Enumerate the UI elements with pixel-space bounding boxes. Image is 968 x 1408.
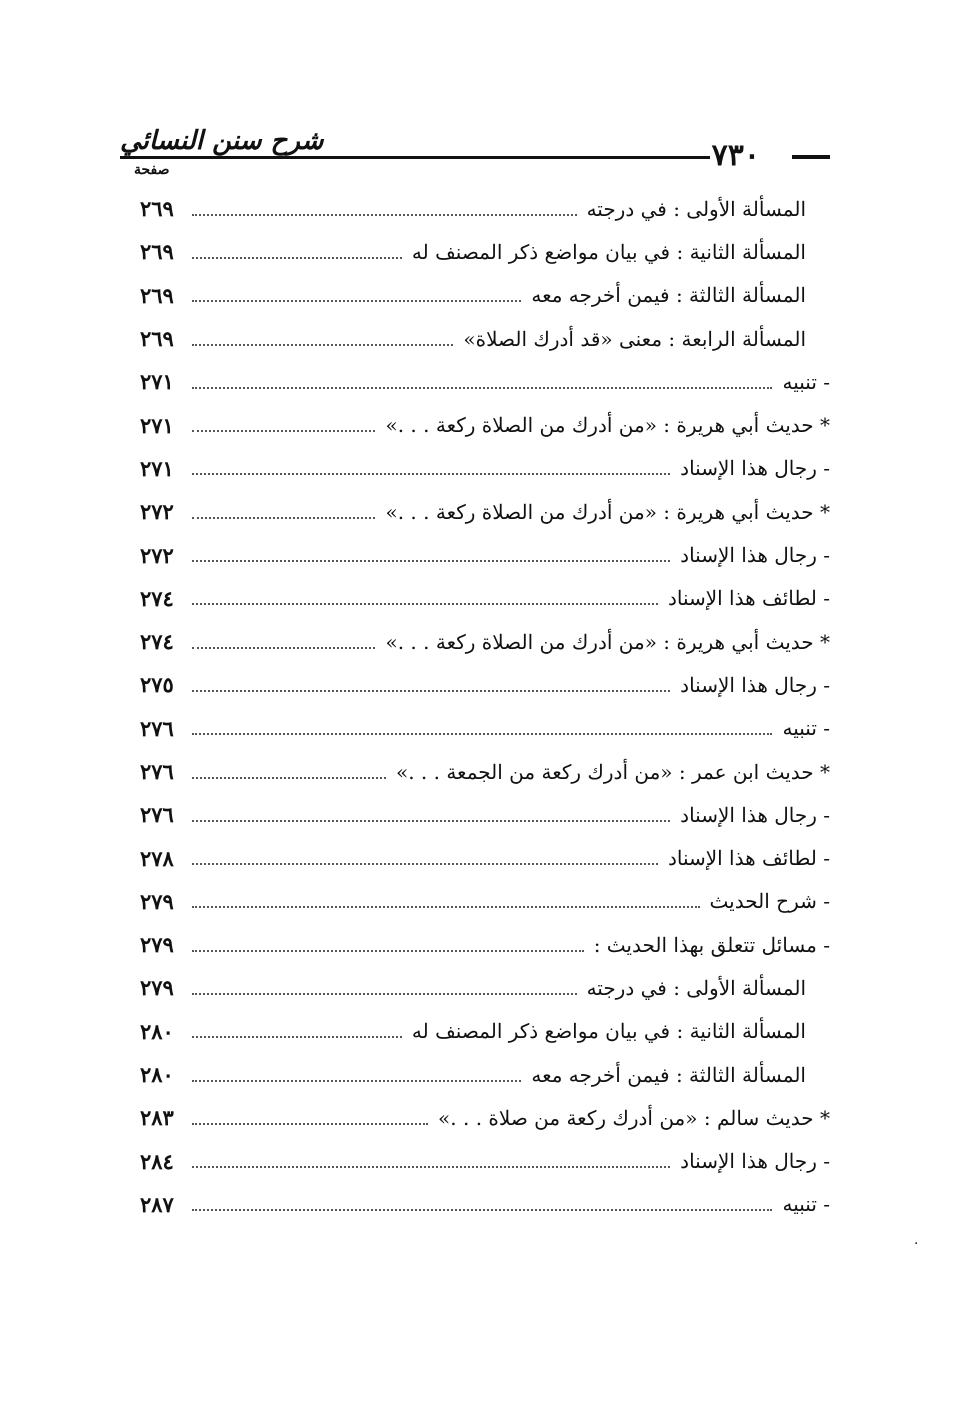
toc-entry-title: - رجال هذا الإسناد: [680, 1149, 830, 1174]
toc-entry-title: المسألة الثانية : في بيان مواضع ذكر المصنف له: [411, 239, 806, 264]
toc-entry: [140, 966, 830, 1009]
toc-entry: [140, 447, 830, 490]
toc-page-number: ٢٧٦: [140, 802, 174, 828]
toc-entry-title: المسألة الأولى : في درجته: [586, 975, 806, 1000]
toc-entry-title: المسألة الثالثة : فيمن أخرجه معه: [531, 1062, 806, 1087]
toc-page-number: ٢٨٤: [140, 1148, 174, 1174]
toc-entry: [140, 793, 830, 836]
page-header: [120, 118, 830, 182]
dot-leader: [192, 1080, 521, 1082]
dot-leader: [192, 993, 577, 995]
toc-page-number: ٢٧٨: [140, 845, 174, 871]
toc-entry-title: - لطائف هذا الإسناد: [667, 846, 830, 871]
toc-page-number: ٢٧١: [140, 455, 174, 481]
dot-leader: [192, 777, 386, 779]
toc-entry-title: * حديث ابن عمر : «من أدرك ركعة من الجمعة . . .»: [395, 759, 830, 784]
toc-entry: [140, 403, 830, 446]
toc-entry: [140, 533, 830, 576]
dot-leader: [192, 603, 658, 605]
toc-entry: [140, 620, 830, 663]
header-dash: [792, 155, 830, 159]
toc-page-number: ٢٧٢: [140, 499, 174, 525]
toc-entry-title: المسألة الأولى : في درجته: [586, 196, 806, 221]
toc-entry: [140, 360, 830, 403]
toc-entry: [140, 187, 830, 230]
toc-entry-title: المسألة الثانية : في بيان مواضع ذكر المصنف له: [411, 1019, 806, 1044]
toc-page-number: ٢٦٩: [140, 326, 174, 352]
toc-entry-title: - لطائف هذا الإسناد: [667, 586, 830, 611]
scan-speck: ·: [914, 1236, 919, 1252]
toc-entry: [140, 1053, 830, 1096]
dot-leader: [192, 906, 700, 908]
dot-leader: [192, 214, 577, 216]
table-of-contents: [140, 187, 830, 1226]
toc-entry: [140, 1010, 830, 1053]
toc-entry-title: - مسائل تتعلق بهذا الحديث :: [593, 932, 830, 957]
dot-leader: [192, 820, 670, 822]
toc-page-number: ٢٦٩: [140, 282, 174, 308]
dot-leader: [192, 1123, 428, 1125]
toc-entry: [140, 750, 830, 793]
toc-page-number: ٢٦٩: [140, 196, 174, 222]
toc-page-number: ٢٨٠: [140, 1062, 174, 1088]
toc-entry: [140, 230, 830, 273]
toc-entry-title: - تنبيه: [782, 1192, 830, 1217]
toc-entry-title: - شرح الحديث: [709, 889, 830, 914]
dot-leader: [192, 690, 670, 692]
dot-leader: [192, 257, 402, 259]
toc-entry: [140, 274, 830, 317]
toc-entry-title: - رجال هذا الإسناد: [680, 456, 830, 481]
toc-page-number: ٢٧٤: [140, 585, 174, 611]
toc-entry: [140, 1096, 830, 1139]
toc-entry: [140, 577, 830, 620]
toc-page-number: ٢٧١: [140, 369, 174, 395]
header-rule: [120, 156, 710, 159]
toc-entry-title: المسألة الرابعة : معنى «قد أدرك الصلاة»: [463, 326, 806, 351]
toc-page-number: ٢٨٧: [140, 1191, 174, 1217]
toc-page-number: ٢٧٥: [140, 672, 174, 698]
book-title: شرح سنن النسائي: [120, 126, 324, 156]
toc-entry-title: * حديث سالم : «من أدرك ركعة من صلاة . . .»: [438, 1105, 830, 1130]
toc-page-number: ٢٧١: [140, 412, 174, 438]
dot-leader: [192, 950, 584, 952]
toc-page-number: ٢٧٢: [140, 542, 174, 568]
dot-leader: [192, 647, 375, 649]
toc-page-number: ٢٨٣: [140, 1105, 174, 1131]
toc-entry: [140, 317, 830, 360]
toc-entry-title: - رجال هذا الإسناد: [680, 672, 830, 697]
dot-leader: [192, 863, 658, 865]
toc-entry: [140, 880, 830, 923]
toc-entry: [140, 1140, 830, 1183]
toc-page-number: ٢٧٩: [140, 888, 174, 914]
toc-entry-title: - رجال هذا الإسناد: [680, 543, 830, 568]
toc-page-number: ٢٧٦: [140, 715, 174, 741]
dot-leader: [192, 387, 772, 389]
dot-leader: [192, 1166, 670, 1168]
toc-entry: [140, 836, 830, 879]
toc-entry: [140, 707, 830, 750]
toc-entry-title: * حديث أبي هريرة : «من أدرك من الصلاة ركعة . . .»: [385, 413, 830, 438]
toc-entry: [140, 663, 830, 706]
toc-entry-title: المسألة الثالثة : فيمن أخرجه معه: [531, 283, 806, 308]
toc-entry-title: - رجال هذا الإسناد: [680, 802, 830, 827]
toc-entry: [140, 490, 830, 533]
toc-entry-title: * حديث أبي هريرة : «من أدرك من الصلاة ركعة . . .»: [385, 629, 830, 654]
toc-page-number: ٢٦٩: [140, 239, 174, 265]
toc-page-number: ٢٨٠: [140, 1018, 174, 1044]
dot-leader: [192, 733, 772, 735]
dot-leader: [192, 344, 453, 346]
toc-entry-title: - تنبيه: [782, 369, 830, 394]
toc-entry-title: - تنبيه: [782, 716, 830, 741]
dot-leader: [192, 560, 670, 562]
page-number: ٧٣٠: [711, 138, 760, 173]
dot-leader: [192, 430, 375, 432]
dot-leader: [192, 517, 375, 519]
toc-entry: [140, 1183, 830, 1226]
dot-leader: [192, 1209, 772, 1211]
dot-leader: [192, 300, 521, 302]
toc-page-number: ٢٧٩: [140, 975, 174, 1001]
dot-leader: [192, 1036, 402, 1038]
dot-leader: [192, 473, 670, 475]
toc-entry: [140, 923, 830, 966]
toc-entry-title: * حديث أبي هريرة : «من أدرك من الصلاة ركعة . . .»: [385, 499, 830, 524]
toc-page-number: ٢٧٤: [140, 629, 174, 655]
toc-page-number: ٢٧٩: [140, 932, 174, 958]
page-column-label: صفحة: [134, 162, 170, 178]
toc-page-number: ٢٧٦: [140, 759, 174, 784]
